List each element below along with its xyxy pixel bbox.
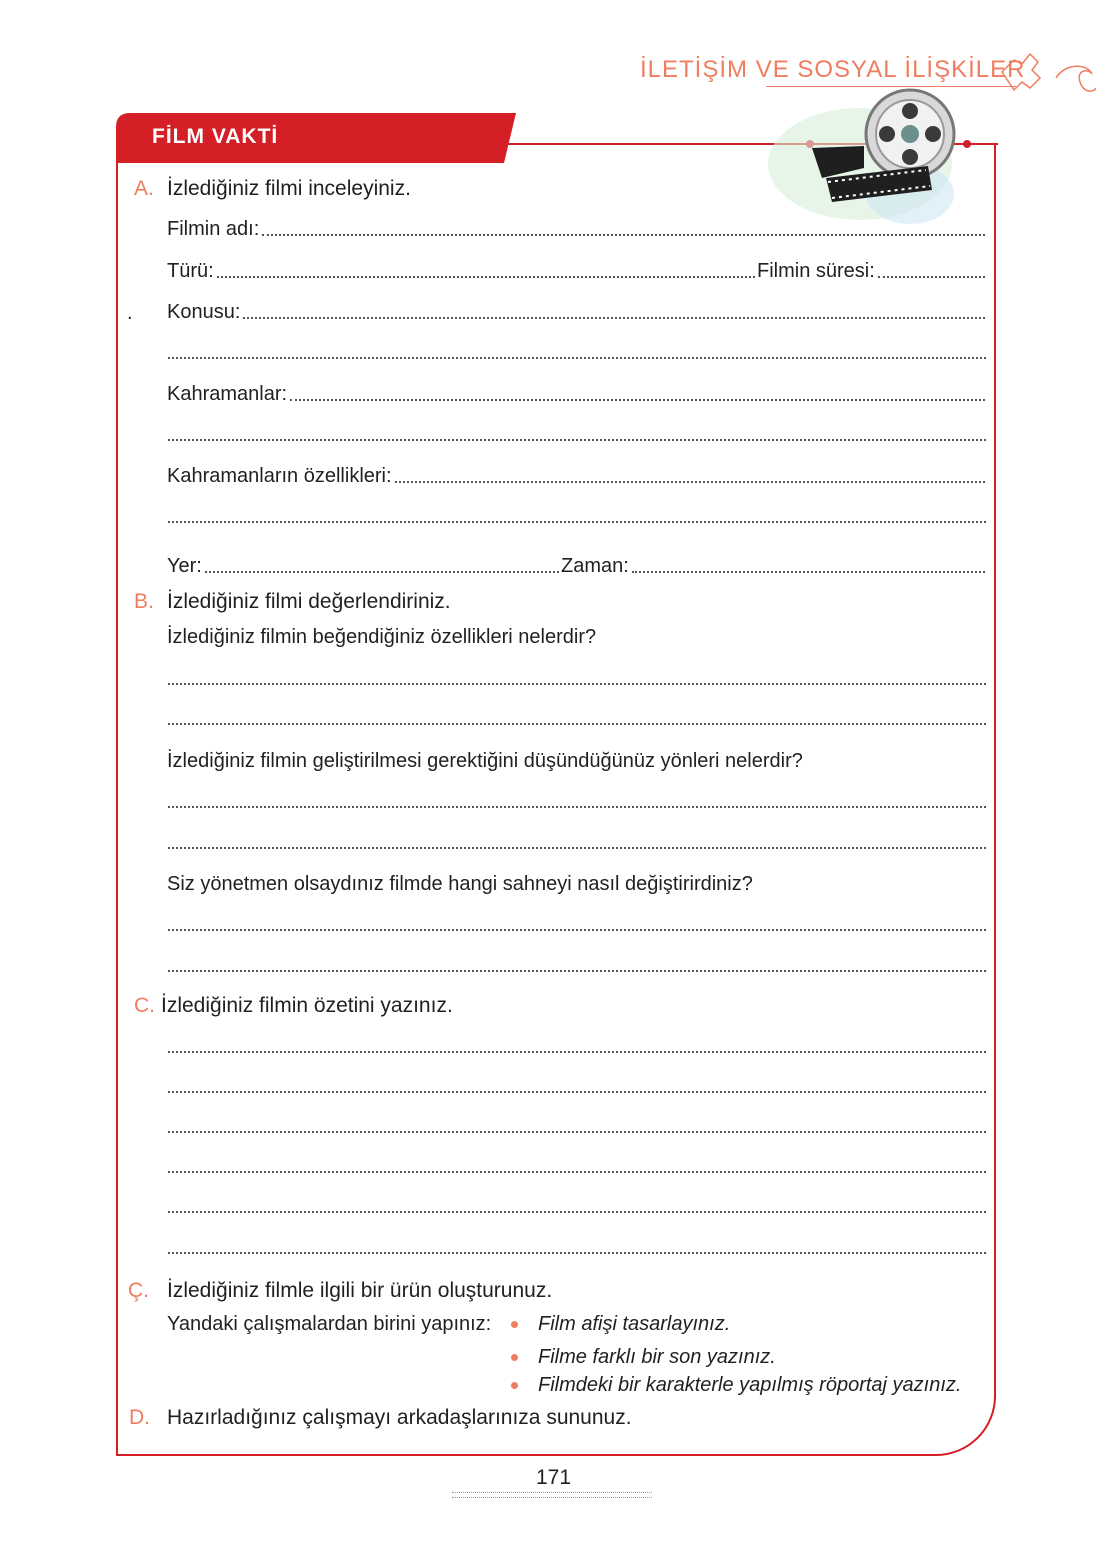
hero-traits-continuation-line[interactable]	[168, 521, 986, 523]
genre-dotted-line	[217, 276, 755, 278]
time-field[interactable]	[561, 556, 985, 578]
section-cc-letter: Ç.	[128, 1279, 149, 1302]
frame-dot	[963, 140, 971, 148]
summary-line[interactable]	[168, 1131, 986, 1133]
heroes-dotted-line	[290, 399, 985, 401]
place-dotted-line	[205, 571, 559, 573]
bullet-icon	[511, 1382, 518, 1389]
summary-line[interactable]	[168, 1051, 986, 1053]
section-a-heading: İzlediğiniz filmi inceleyiniz.	[167, 177, 411, 200]
activity-frame	[116, 144, 996, 1456]
place-field[interactable]	[167, 556, 559, 578]
section-c-heading: İzlediğiniz filmin özetini yazınız.	[161, 994, 453, 1017]
film-name-label: Filmin adı:	[167, 218, 260, 240]
heroes-label: Kahramanlar:	[167, 383, 288, 405]
duration-label: Filmin süresi:	[757, 260, 875, 282]
place-label: Yer:	[167, 555, 202, 577]
film-reel-icon	[760, 86, 960, 226]
banner-title: FİLM VAKTİ	[152, 125, 279, 148]
summary-line[interactable]	[168, 1211, 986, 1213]
answer-line[interactable]	[168, 806, 986, 808]
heroes-field[interactable]	[167, 384, 985, 406]
answer-line[interactable]	[168, 847, 986, 849]
plot-field[interactable]	[167, 302, 985, 324]
section-d-letter: D.	[129, 1406, 150, 1429]
film-name-field[interactable]	[167, 219, 985, 241]
section-a-letter: A.	[134, 177, 154, 200]
question-improvements: İzlediğiniz filmin geliştirilmesi gerektiğini düşündüğünüz yönleri nelerdir?	[167, 750, 803, 772]
film-name-dotted-line	[262, 234, 985, 236]
time-dotted-line	[632, 571, 985, 573]
heroes-continuation-line[interactable]	[168, 439, 986, 441]
answer-line[interactable]	[168, 970, 986, 972]
chapter-title: İLETİŞİM VE SOSYAL İLİŞKİLER	[640, 56, 1026, 83]
plot-continuation-line[interactable]	[168, 357, 986, 359]
answer-line[interactable]	[168, 929, 986, 931]
puzzle-decoration-icon	[996, 42, 1096, 104]
page-number: 171	[536, 1466, 572, 1489]
option-alternate-ending: Filme farklı bir son yazınız.	[538, 1346, 776, 1368]
stray-mark: .	[127, 302, 133, 324]
bullet-icon	[511, 1321, 518, 1328]
summary-line[interactable]	[168, 1252, 986, 1254]
genre-field[interactable]	[167, 261, 755, 283]
page-number-decoration	[452, 1492, 652, 1498]
section-b-letter: B.	[134, 590, 154, 613]
bullet-icon	[511, 1354, 518, 1361]
plot-label: Konusu:	[167, 301, 241, 323]
section-cc-heading: İzlediğiniz filmle ilgili bir ürün oluşturunuz.	[167, 1279, 553, 1302]
question-director: Siz yönetmen olsaydınız filmde hangi sahneyi nasıl değiştirirdiniz?	[167, 873, 753, 895]
genre-label: Türü:	[167, 260, 214, 282]
answer-line[interactable]	[168, 723, 986, 725]
hero-traits-field[interactable]	[167, 466, 985, 488]
hero-traits-dotted-line	[395, 481, 985, 483]
plot-dotted-line	[243, 317, 985, 319]
section-d-heading: Hazırladığınız çalışmayı arkadaşlarınıza sununuz.	[167, 1406, 632, 1429]
duration-dotted-line	[878, 276, 985, 278]
hero-traits-label: Kahramanların özellikleri:	[167, 465, 392, 487]
summary-line[interactable]	[168, 1091, 986, 1093]
question-liked-features: İzlediğiniz filmin beğendiğiniz özellikleri nelerdir?	[167, 626, 597, 648]
section-c-letter: C.	[134, 994, 155, 1017]
answer-line[interactable]	[168, 683, 986, 685]
section-b-heading: İzlediğiniz filmi değerlendiriniz.	[167, 590, 451, 613]
time-label: Zaman:	[561, 555, 629, 577]
summary-line[interactable]	[168, 1171, 986, 1173]
duration-field[interactable]	[757, 261, 985, 283]
option-poster: Film afişi tasarlayınız.	[538, 1313, 731, 1335]
option-interview: Filmdeki bir karakterle yapılmış röportaj yazınız.	[538, 1374, 962, 1396]
section-cc-intro: Yandaki çalışmalardan birini yapınız:	[167, 1313, 492, 1335]
